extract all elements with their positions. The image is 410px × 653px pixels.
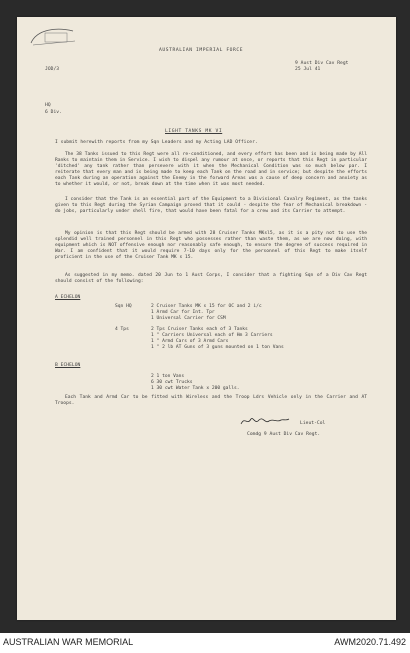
signature: [239, 414, 291, 428]
document-date: 25 Jul 41: [295, 67, 321, 72]
accession-number: AWM2020.71.492: [334, 637, 406, 647]
list-item: 1 Universal Carrier for CSM: [151, 316, 226, 321]
addressee-hq: HQ: [45, 103, 51, 108]
list-item: 2 1 ton Vans: [151, 374, 185, 379]
archive-footer: [0, 633, 410, 653]
list-item: 1 " Carriers Universal each of Hm 3 Carriers: [151, 333, 273, 338]
sqn-hq-label: Sqn HQ: [115, 304, 132, 309]
document-title: LIGHT TANKS MK VI: [165, 129, 223, 134]
paragraph-tank-essential: I consider that the Tank is an essential part of the Equipment to a Divisional Cavalry Regiment, as the tanks given to this Regt during the Syrian Campaign proved that it could - despite the fear of Mechanical breakdown - do jobs, particularly under shell fire, that would have been fatal for a crew and its Carrier to attempt.: [55, 197, 367, 214]
a-echelon-heading: A ECHELON: [55, 295, 81, 300]
addressee-division: 6 Div.: [45, 110, 62, 115]
list-item: 2 Cruiser Tanks MK s 15 for OC and 2 i/c: [151, 304, 262, 309]
list-item: 1 " 2 lb AT Guns of 3 guns mounted on 1 ton Vans: [151, 345, 284, 350]
paragraph-intro: I submit herewith reports from my Sqn Leaders and my Acting LAD Officer.: [55, 140, 258, 145]
list-item: 2 Tps Cruiser Tanks each of 3 Tanks: [151, 327, 248, 332]
archive-name: AUSTRALIAN WAR MEMORIAL: [3, 637, 134, 647]
list-item: 6 30 cwt Trucks: [151, 380, 193, 385]
list-item: 1 " Armd Cars of 3 Armd Cars: [151, 339, 229, 344]
signatory-rank: Lieut-Col: [300, 421, 326, 426]
paragraph-wireless: Each Tank and Armd Car to be fitted with Wireless and the Troop Ldrs Vehicle only in the Carrier and AT Troops.: [55, 395, 367, 406]
b-echelon-heading: B ECHELON: [55, 363, 81, 368]
paragraph-tanks-condition: The 38 Tanks issued to this Regt were all re-conditioned, and every effort has been and is being made by All Ranks to maintain them in Service. I wish to dispel any rumour at once, or reports that this Regt in particular 'ditched' any tank rather than persevere with it when the Mechanical Condition was so much below par. I reiterate that every man and is being made to keep each Tank on the road and in service; but despite the efforts each Tank during an operation against the Enemy in the forward Areas was a cause of deep concern and anxiety as to whether it would, or not, break down at the time when it was most needed.: [55, 152, 367, 187]
troops-label: 4 Tps: [115, 327, 129, 332]
document-page: [17, 17, 396, 620]
signatory-command: Comdg 9 Aust Div Cav Regt.: [247, 432, 321, 437]
paragraph-opinion: My opinion is that this Regt should be armed with 28 Cruiser Tanks MKsl5, as it is a pity not to use the splendid well trained personnel in this Regt who possesses rather than waste them, as we are now doing, with equipment which is NOT offensive enough nor reasonably safe enough, to ensure the degree of success required in War. I am confident that it would require 7-10 days only for the personnel of this Regt to make itself proficient in the use of the Cruiser Tank MK s 15.: [55, 231, 367, 260]
list-item: 1 Armd Car for Int. Tpr: [151, 310, 215, 315]
reference-number: JOD/3: [45, 67, 60, 72]
list-item: 1 30 cwt Water Tank x 200 galls.: [151, 386, 240, 391]
ink-stamp: [27, 23, 81, 51]
paragraph-suggestion: As suggested in my memo. dated 20 Jun to 1 Aust Corps, I consider that a fighting Sqn of a Div Cav Regt should consist of the following:: [55, 273, 367, 284]
document-heading: AUSTRALIAN IMPERIAL FORCE: [159, 48, 244, 53]
unit-line: 9 Aust Div Cav Regt: [295, 61, 349, 66]
